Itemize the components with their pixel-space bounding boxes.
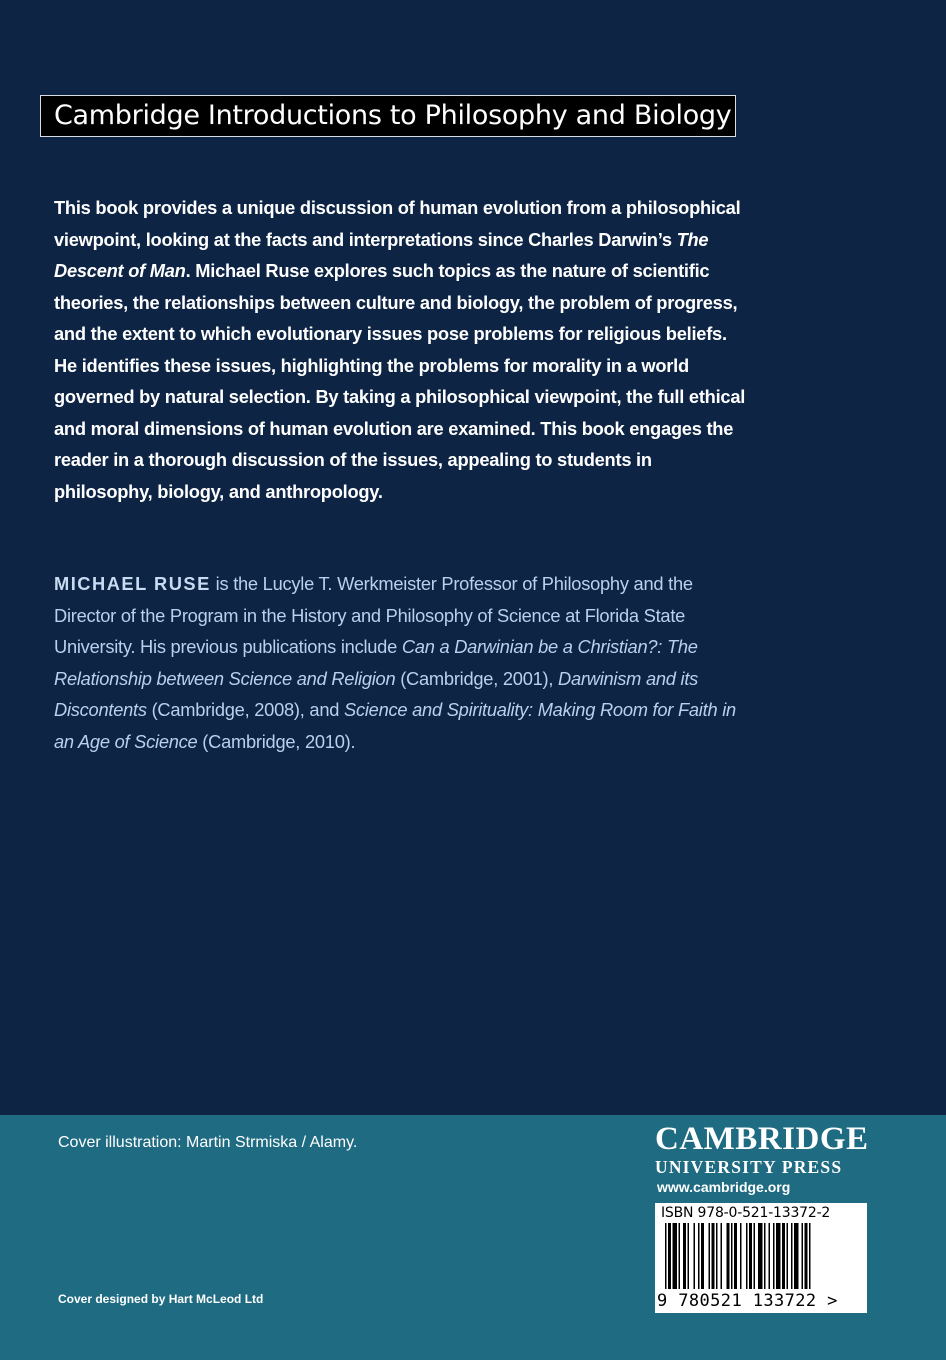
barcode-icon bbox=[665, 1223, 859, 1291]
isbn-barcode-box bbox=[655, 1203, 867, 1313]
bio-book-1: Can a Darwinian be a Christian?: The Relationship between Science and Religion bbox=[54, 636, 698, 689]
book-description bbox=[54, 192, 754, 507]
description-text-2: . Michael Ruse explores such topics as the nature of scientific theories, the relationships between culture and biology, the problem of progress, and the extent to which evolutionary issues pose problems for religious beliefs. He identifies these issues, highlighting the problems for morality in a world governed by natural selection. By taking a philosophical viewpoint, the full ethical and moral dimensions of human evolution are examined. This book engages the reader in a thorough discussion of the issues, appealing to students in philosophy, biology, and anthropology. bbox=[54, 260, 746, 502]
publisher-name-line2: UNIVERSITY PRESS bbox=[655, 1157, 843, 1177]
bio-text-3: (Cambridge, 2008), and bbox=[146, 699, 345, 720]
bio-text-1: is the Lucyle T. Werkmeister Professor of Philosophy and the Director of the Program in the History and Philosophy of Science at Florida State University. His previous publications include bbox=[54, 573, 693, 657]
series-title: Cambridge Introductions to Philosophy and Biology bbox=[40, 95, 736, 137]
bio-text-2: (Cambridge, 2001), bbox=[395, 667, 559, 689]
isbn-label: ISBN 978-0-521-13372-2 bbox=[661, 1205, 831, 1221]
bio-text-4: (Cambridge, 2010). bbox=[197, 730, 356, 752]
cover-designer-credit: Cover designed by Hart McLeod Ltd bbox=[58, 1292, 264, 1306]
author-bio bbox=[54, 568, 754, 757]
cover-illustration-credit: Cover illustration: Martin Strmiska / Alamy. bbox=[58, 1134, 358, 1151]
bio-book-2: Darwinism and its Discontents bbox=[54, 667, 699, 720]
publisher-logo bbox=[655, 1122, 870, 1177]
description-book-title: The Descent of Man bbox=[54, 228, 709, 281]
publisher-name-line1: CAMBRIDGE bbox=[655, 1121, 869, 1157]
bio-book-3: Science and Spirituality: Making Room for Faith in an Age of Science bbox=[54, 699, 736, 752]
barcode-number: 9 780521 133722 > bbox=[657, 1291, 838, 1311]
description-text-1: This book provides a unique discussion of human evolution from a philosophical viewpoint, looking at the facts and interpretations since Charles Darwin’s bbox=[54, 197, 741, 250]
author-name: MICHAEL RUSE bbox=[54, 573, 211, 594]
publisher-url: www.cambridge.org bbox=[657, 1179, 791, 1195]
